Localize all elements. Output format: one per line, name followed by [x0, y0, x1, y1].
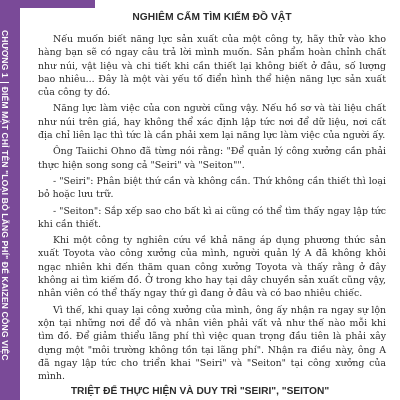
chapter-title: ĐIỂM MẶT CHỈ TÊN "LOẠI BỎ LÃNG PHÍ" ĐỂ KAIZEN CÔNG VIỆC [0, 86, 10, 361]
paragraph: Vì thế, khi quay lại công xưởng của mình, ông ấy nhận ra ngay sự lộn xộn tại những nơi để đồ và nhân viên phải vất vả như thế nào mỗi khi tìm đồ. Để giảm thiểu lãng phí thì việc quan trọng đầu tiên là phải xây dựng một "môi trường không tồn tại lãng phí". Nhận ra điều này, ông A đã ngay lập tức cho triển khai "Seiri" và "Seiton" tại công xưởng của mình. [38, 304, 386, 383]
paragraph: - "Seiton": Sắp xếp sao cho bất kì ai cũng có thể tìm thấy ngay lập tức khi cần thiết. [38, 205, 386, 230]
paragraph: - "Seiri": Phân biệt thứ cần và không cần. Thứ không cần thiết thì loại bỏ hoặc lưu trữ. [38, 175, 386, 201]
paragraph: Ông Taiichi Ohno đã từng nói rằng: "Để quản lý công xưởng cần phải thực hiện song song cả "Seiri" và "Seiton"". [38, 146, 386, 171]
paragraph: Khi một công ty nghiên cứu về khả năng áp dụng phương thức sản xuất Toyota vào công xưởng của mình, người quản lý A đã không khỏi ngạc nhiên khi đến thăm quan công xưởng Toyota và thấy rằng ở đây không ai tìm kiếm đồ. Ở trong kho hay tại dây chuyền sản xuất cũng vậy, nhân viên có thể thấy ngay thứ gì đang ở đâu và có bao nhiêu chiếc. [38, 235, 386, 300]
next-section-heading: TRIỆT ĐỂ THỰC HIỆN VÀ DUY TRÌ "SEIRI", "SEITON" [70, 386, 330, 397]
section-heading: NGHIÊM CẤM TÌM KIẾM ĐỒ VẬT [132, 12, 292, 23]
chapter-number: CHƯƠNG 1 [0, 30, 10, 78]
sidebar-divider [1, 82, 10, 83]
sidebar-label [0, 30, 10, 361]
paragraph: Nếu muốn biết năng lực sản xuất của một công ty, hãy thử vào kho hàng bạn sẽ có ngay câu trả lời mình muốn. Sản phẩm hoàn chỉnh chất như núi, vật liệu và chi tiết khi cần thiết lại không biết ở đâu, số lượng bao nhiêu... Đây là một vài yếu tố điển hình thể hiện năng lực sản xuất của công ty đó. [38, 34, 386, 99]
page-content [38, 12, 386, 386]
chapter-sidebar [0, 0, 20, 400]
paragraph: Năng lực làm việc của con người cũng vậy. Nếu hồ sơ và tài liệu chất như núi trên giá, hay không thể xác định lập tức nơi để dữ liệu, nơi cất địa chỉ liên lạc thì tức là cần phải xem lại năng lực làm việc của người ấy. [38, 103, 386, 142]
